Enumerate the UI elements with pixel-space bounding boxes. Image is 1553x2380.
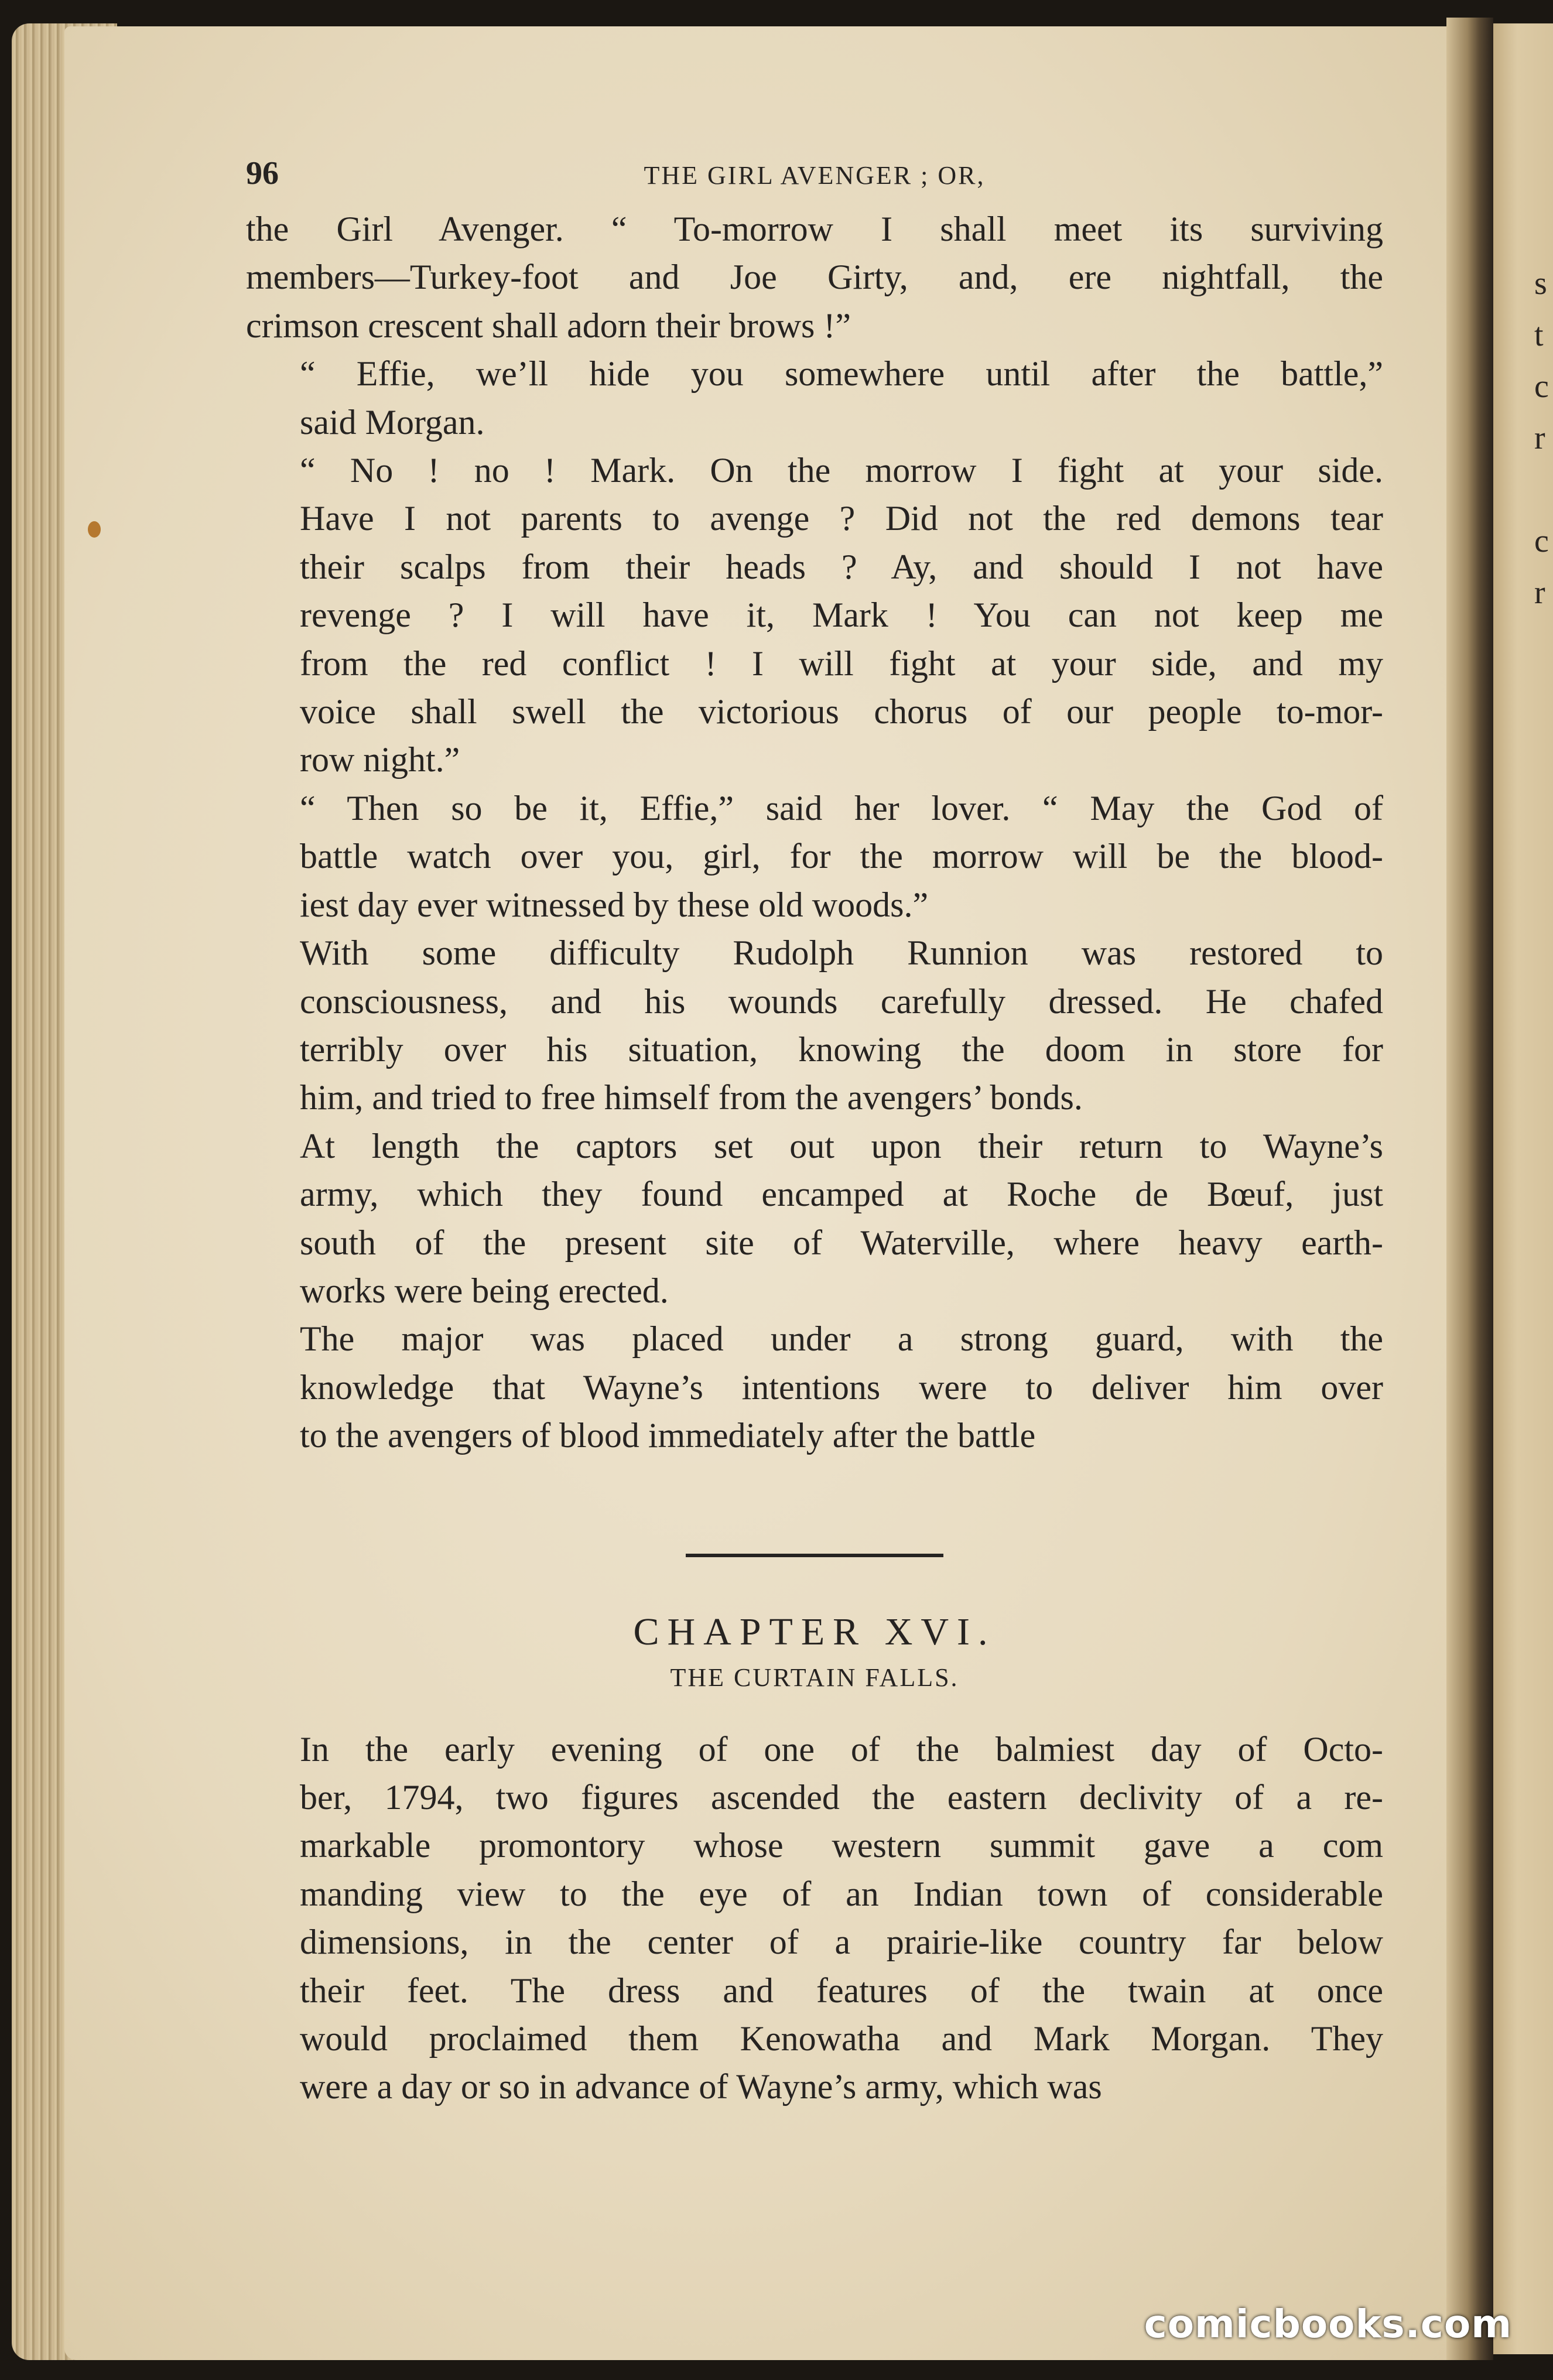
text-line: The major was placed under a strong guard, with the (300, 1319, 1383, 1359)
adjacent-letter: c (1534, 523, 1549, 559)
adjacent-letter: t (1534, 317, 1544, 353)
running-title: THE GIRL AVENGER ; OR, (644, 161, 986, 190)
paragraph (246, 205, 1383, 350)
text-line: manding view to the eye of an Indian town of considerable (300, 1874, 1383, 1913)
section-divider (686, 1554, 943, 1557)
text-line: works were being erected. (300, 1271, 669, 1310)
page-number: 96 (246, 155, 279, 192)
adjacent-letter: r (1534, 575, 1545, 611)
paragraph (246, 1725, 1383, 2111)
text-line: voice shall swell the victorious chorus of our people to-mor- (300, 692, 1383, 731)
chapter-text (246, 1725, 1383, 2111)
text-line: said Morgan. (300, 402, 485, 442)
book-gutter (1446, 18, 1493, 2360)
page-header (246, 146, 1383, 205)
page-content (246, 146, 1383, 2111)
text-line: iest day ever witnessed by these old woods.” (300, 885, 929, 924)
paragraph (246, 929, 1383, 1122)
adjacent-letter: r (1534, 420, 1545, 456)
text-line: revenge ? I will have it, Mark ! You can not keep me (300, 596, 1383, 635)
text-line: ber, 1794, two figures ascended the eastern declivity of a re- (300, 1777, 1383, 1817)
paragraph (246, 1122, 1383, 1315)
text-line: “ Then so be it, Effie,” said her lover. “ May the God of (300, 788, 1383, 827)
text-line: Have I not parents to avenge ? Did not the red demons tear (300, 499, 1383, 538)
text-line: knowledge that Wayne’s intentions were to deliver him over (300, 1367, 1383, 1407)
text-line: their feet. The dress and features of the twain at once (300, 1971, 1383, 2010)
paragraph (246, 784, 1383, 929)
text-line: consciousness, and his wounds carefully dressed. He chafed (300, 982, 1383, 1021)
text-line: army, which they found encamped at Roche de Bœuf, just (300, 1175, 1383, 1214)
text-line: In the early evening of one of the balmiest day of Octo- (300, 1729, 1383, 1769)
page-stain (88, 521, 101, 538)
text-line: dimensions, in the center of a prairie-like country far below (300, 1923, 1383, 1962)
text-line: terribly over his situation, knowing the doom in store for (300, 1030, 1383, 1069)
text-line: to the avengers of blood immediately after the battle (300, 1416, 1036, 1455)
text-line: south of the present site of Waterville, where heavy earth- (300, 1223, 1383, 1262)
text-line: would proclaimed them Kenowatha and Mark Morgan. They (300, 2019, 1383, 2058)
text-line: With some difficulty Rudolph Runnion was restored to (300, 933, 1383, 973)
adjacent-letter (1534, 464, 1553, 515)
text-line: At length the captors set out upon their return to Wayne’s (300, 1126, 1383, 1165)
watermark: comicbooks.com (1144, 2302, 1512, 2347)
paragraph (246, 1315, 1383, 1459)
body-text (246, 205, 1383, 1460)
text-line: from the red conflict ! I will fight at your side, and my (300, 644, 1383, 683)
adjacent-page-letters (1534, 258, 1553, 618)
text-line: row night.” (300, 740, 460, 779)
text-line: crimson crescent shall adorn their brows !” (246, 306, 851, 345)
text-line: markable promontory whose western summit gave a com (300, 1826, 1383, 1865)
adjacent-letter: c (1534, 368, 1549, 405)
text-line: battle watch over you, girl, for the morrow will be the blood- (300, 837, 1383, 876)
paragraph (246, 350, 1383, 446)
text-line: their scalps from their heads ? Ay, and should I not have (300, 547, 1383, 586)
text-line: members—Turkey-foot and Joe Girty, and, ere nightfall, the (246, 258, 1383, 297)
adjacent-letter: s (1534, 265, 1547, 302)
text-line: were a day or so in advance of Wayne’s army, which was (300, 2067, 1102, 2107)
chapter-heading: CHAPTER XVI. (633, 1610, 996, 1653)
text-line: “ No ! no ! Mark. On the morrow I fight at your side. (300, 451, 1383, 490)
text-line: the Girl Avenger. “ To-morrow I shall meet its surviving (246, 210, 1383, 248)
text-line: “ Effie, we’ll hide you somewhere until after the battle,” (300, 354, 1383, 394)
chapter-subtitle: THE CURTAIN FALLS. (670, 1663, 959, 1692)
paragraph (246, 446, 1383, 784)
text-line: him, and tried to free himself from the avengers’ bonds. (300, 1078, 1083, 1117)
